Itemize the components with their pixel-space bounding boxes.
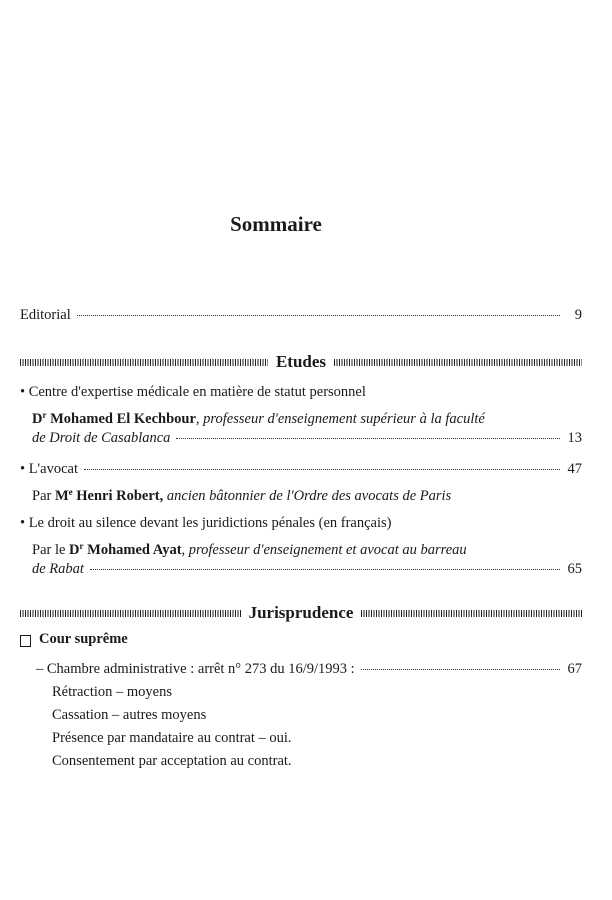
hatch-rule bbox=[334, 359, 582, 366]
toc-entry-title: – Chambre administrative : arrêt n° 273 du 16/9/1993 : bbox=[36, 661, 355, 677]
hatch-rule bbox=[361, 610, 582, 617]
entry-title-text: Centre d'expertise médicale en matière de statut personnel bbox=[28, 384, 366, 400]
subsection-heading bbox=[20, 631, 128, 648]
author-title: M bbox=[54, 488, 69, 504]
toc-entry-1[interactable] bbox=[32, 429, 582, 447]
toc-entry-jurisprudence[interactable] bbox=[36, 660, 582, 678]
entry-title-text: Le droit au silence devant les juridictions pénales (en français) bbox=[28, 515, 392, 531]
entry-author: $D^r$ Mohamed El Kechbour, professeur d'enseignement supérieur à la faculté bbox=[32, 410, 485, 427]
dot-leader bbox=[176, 438, 560, 439]
author-description: ancien bâtonnier de l'Ordre des avocats de Paris bbox=[166, 488, 452, 504]
keyword-line: Cassation – autres moyens bbox=[52, 707, 207, 723]
author-name: Henri Robert, bbox=[76, 488, 164, 504]
author-description-cont: de Droit de Casablanca bbox=[32, 430, 171, 446]
section-label: Etudes bbox=[275, 352, 327, 371]
subsection-title: Cour suprême bbox=[39, 631, 128, 647]
toc-editorial[interactable] bbox=[20, 306, 582, 324]
dot-leader bbox=[84, 469, 560, 470]
keyword-line: Présence par mandataire au contrat – oui. bbox=[52, 730, 292, 746]
author-title-sup: r bbox=[42, 410, 47, 420]
dot-leader bbox=[361, 669, 560, 670]
toc-entry-title[interactable] bbox=[20, 514, 391, 532]
bullet: • bbox=[20, 461, 26, 477]
entry-author: Par le $D^r$ Mohamed Ayat, professeur d'enseignement et avocat au barreau bbox=[32, 541, 467, 558]
page-title: Sommaire bbox=[230, 212, 322, 236]
page-number: 47 bbox=[567, 461, 582, 477]
author-name: Mohamed Ayat bbox=[87, 542, 182, 558]
author-name: Mohamed El Kechbour bbox=[50, 411, 196, 427]
bullet: • bbox=[20, 384, 26, 400]
section-etudes bbox=[20, 352, 582, 372]
checkbox-square-icon bbox=[20, 635, 31, 647]
author-description-cont: de Rabat bbox=[32, 561, 84, 577]
author-description: professeur d'enseignement supérieur à la faculté bbox=[203, 411, 485, 427]
page-number: 9 bbox=[574, 307, 582, 323]
toc-entry-3[interactable] bbox=[32, 560, 582, 578]
toc-entry-title[interactable] bbox=[20, 383, 366, 401]
section-label: Jurisprudence bbox=[248, 603, 354, 622]
author-title: D bbox=[69, 542, 80, 558]
author-title-sup: r bbox=[79, 541, 84, 551]
author-title-sup: e bbox=[68, 487, 73, 497]
hatch-rule bbox=[20, 359, 268, 366]
page-number: 67 bbox=[567, 661, 582, 677]
hatch-rule bbox=[20, 610, 241, 617]
dot-leader bbox=[77, 315, 560, 316]
toc-label: Editorial bbox=[20, 307, 71, 323]
bullet: • bbox=[20, 515, 26, 531]
author-title: D bbox=[32, 411, 43, 427]
entry-author bbox=[32, 483, 451, 505]
author-prefix: Par bbox=[32, 488, 52, 504]
author-description: professeur d'enseignement et avocat au barreau bbox=[188, 542, 467, 558]
toc-entry-2[interactable] bbox=[20, 460, 582, 478]
keyword-line: Rétraction – moyens bbox=[52, 684, 173, 700]
page-number: 65 bbox=[567, 561, 582, 577]
author-prefix: Par le bbox=[32, 542, 66, 558]
entry-title-text: L'avocat bbox=[28, 461, 79, 477]
dot-leader bbox=[90, 569, 560, 570]
toc-entry-title bbox=[20, 460, 78, 478]
keyword-line: Consentement par acceptation au contrat. bbox=[52, 753, 292, 769]
section-jurisprudence bbox=[20, 603, 582, 623]
page-number: 13 bbox=[567, 430, 582, 446]
